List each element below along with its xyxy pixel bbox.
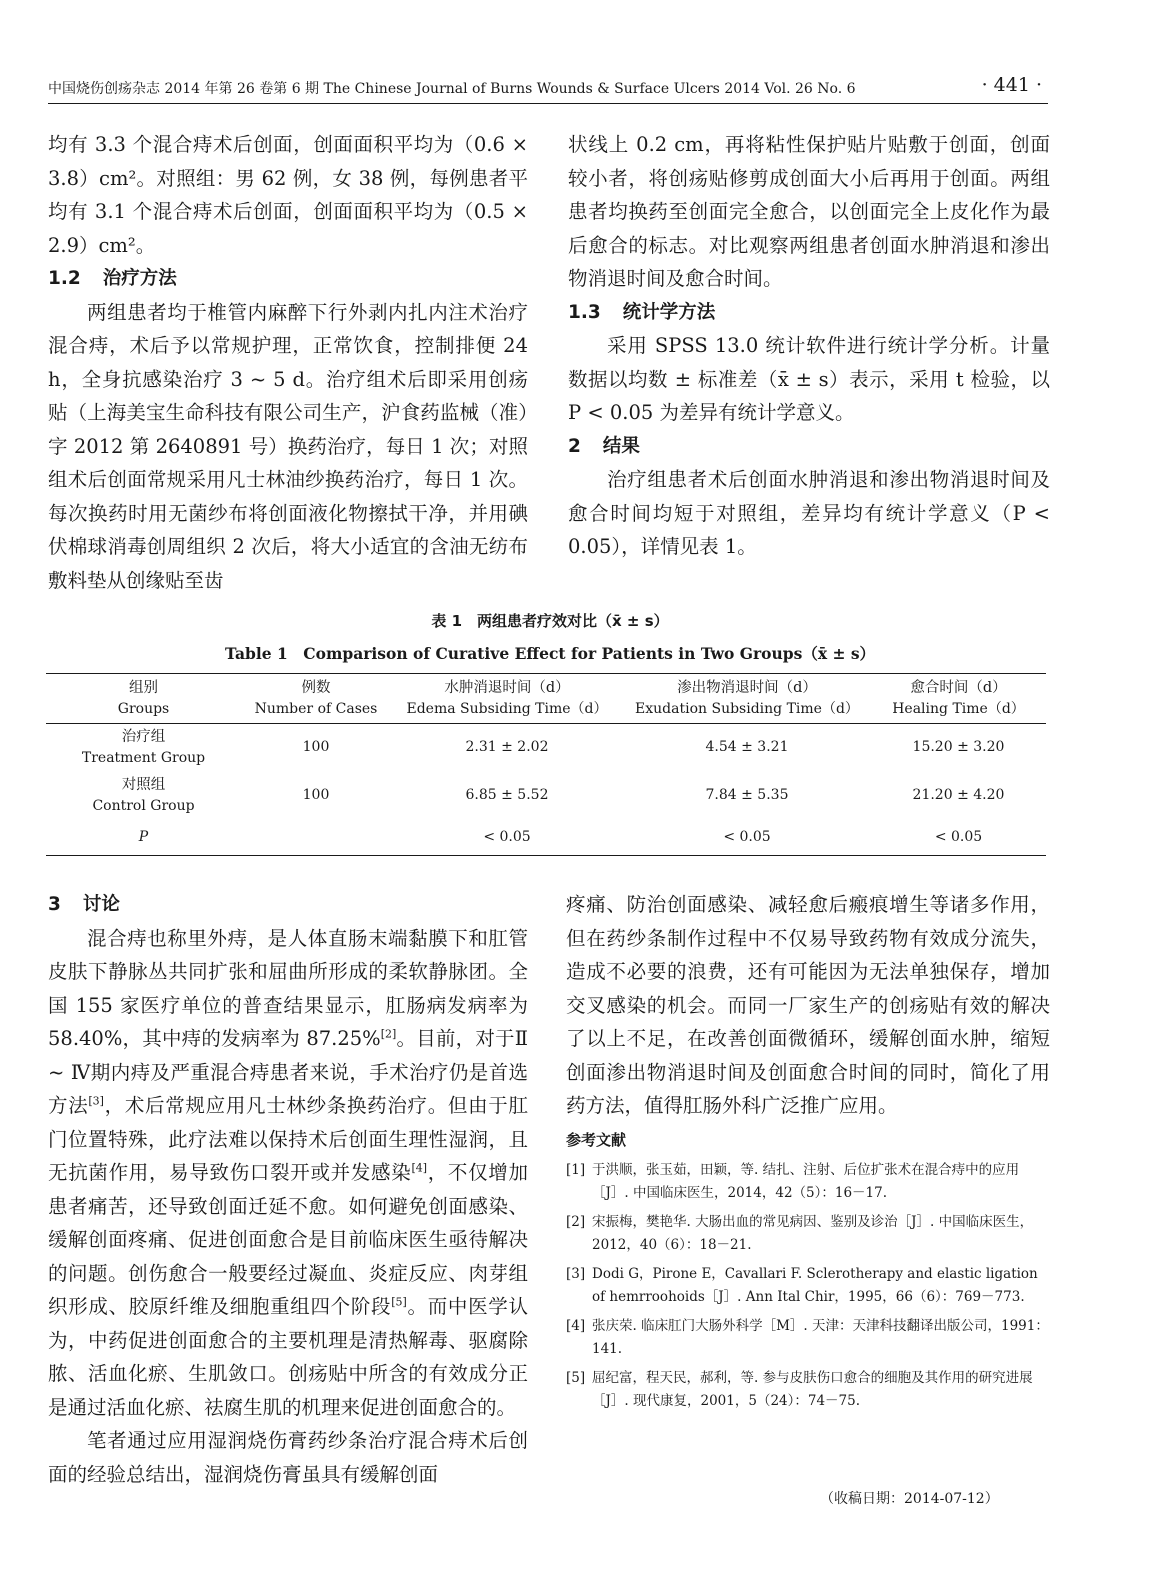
reference-item: [2] 宋振梅，樊艳华. 大肠出血的常见病因、鉴别及诊治［J］. 中国临床医生，2012，40（6）：18－21. [566,1213,1034,1253]
section-number: 1.3 [568,301,601,323]
cell-p-healing: < 0.05 [871,820,1046,856]
citation-ref[interactable]: [5] [391,1295,407,1309]
section-heading-3 [48,888,528,922]
section-number: 1.2 [48,268,81,289]
results-table [46,673,1046,856]
citation-ref[interactable]: [4] [411,1161,428,1175]
cell-healing: 21.20 ± 4.20 [912,787,1005,803]
table-caption-cn: 表 1 两组患者疗效对比（x̄ ± s） [431,612,669,630]
paragraph-continued: 均有 3.3 个混合痔术后创面，创面面积平均为（0.6 × 3.8）cm²。对照组：男 62 例，女 38 例，每例患者平均有 3.1 个混合痔术后创面，创面面积平均为（0.5 × 2.9）cm²。 [48,133,528,257]
received-date: （收稿日期：2014-07-12） [820,1491,999,1507]
cell-group: 治疗组 Treatment Group [81,728,206,766]
cell-healing: 15.20 ± 3.20 [912,739,1005,756]
reference-item: [4] 张庆荣. 临床肛门大肠外科学［M］. 天津：天津科技翻译出版公司，1991：141. [566,1317,1049,1357]
paragraph-continued: 状线上 0.2 cm，再将粘性保护贴片贴敷于创面，创面较小者，将创疡贴修剪成创面大小后再用于创面。两组患者均换药至创面完全愈合，以创面完全上皮化作为最后愈合的标志。对比观察两组患者创面水肿消退和渗出物消退时间及愈合时间。 [568,133,1050,290]
header-rule [48,103,1048,104]
cell-edema: 2.31 ± 2.02 [465,739,549,756]
cell-exudation: 7.84 ± 5.35 [705,787,789,803]
header-cases: 例数 Number of Cases [241,674,391,724]
paragraph-discussion-2: 笔者通过应用湿润烧伤膏药纱条治疗混合痔术后创面的经验总结出，湿润烧伤膏虽具有缓解创面 [48,1429,528,1486]
citation-ref[interactable]: [3] [88,1094,104,1108]
left-column-bottom [48,888,528,1491]
table-row-p-value [46,820,1046,856]
paragraph-continued: 疼痛、防治创面感染、减轻愈后瘢痕增生等诸多作用，但在药纱条制作过程中不仅易导致药物有效成分流失，造成不必要的浪费，还有可能因为无法单独保存，增加交叉感染的机会。而同一厂家生产的创疡贴有效的解决了以上不足，在改善创面微循环，缓解创面水肿，缩短创面渗出物消退时间及创面愈合时间的同时，简化了用药方法，值得肛肠外科广泛推广应用。 [566,893,1050,1117]
cell-p-exudation: < 0.05 [623,820,871,856]
reference-item: [3] Dodi G，Pirone E，Cavallari F. Sclerotherapy and elastic ligation of hemrroohoids［J］. Ann Ital Chir，1995，66（6）：769－773. [566,1265,1038,1305]
section-title: 结果 [602,435,640,457]
paragraph-results: 治疗组患者术后创面水肿消退和渗出物消退时间及愈合时间均短于对照组，差异均有统计学意义（P < 0.05），详情见表 1。 [568,468,1050,558]
section-heading-1-2 [48,262,528,296]
section-title: 讨论 [82,894,120,915]
section-heading-2 [568,430,1050,464]
right-column-top [568,128,1050,564]
table-row [46,772,1046,820]
cell-p-edema: < 0.05 [391,820,623,856]
cell-p-label: P [46,820,241,856]
paragraph-treatment-methods: 两组患者均于椎管内麻醉下行外剥内扎内注术治疗混合痔，术后予以常规护理，正常饮食，控制排便 24 h，全身抗感染治疗 3 ~ 5 d。治疗组术后即采用创疡贴（上海美宝生命科技有限公司生产，沪食药监械（准）字 2012 第 2640891 号）换药治疗，每日 1 次；对照组术后创面常规采用凡士林油纱换药治疗，每日 1 次。每次换药时用无菌纱布将创面液化物擦拭干净，并用碘伏棉球消毒创周组织 2 次后，将大小适宜的含油无纺布敷料垫从创缘贴至齿 [48,300,528,592]
right-column-bottom [566,888,1050,1419]
paragraph-statistics: 采用 SPSS 13.0 统计软件进行统计学分析。计量数据以均数 ± 标准差（x̄ ± s）表示，采用 t 检验，以 P < 0.05 为差异有统计学意义。 [568,334,1050,424]
header-edema: 水肿消退时间（d） Edema Subsiding Time（d） [391,674,623,724]
references-list [566,1159,1050,1413]
table-caption-en: Table 1 Comparison of Curative Effect for Patients in Two Groups（x̄ ± s） [224,644,876,663]
section-heading-1-3 [568,296,1050,330]
cell-cases: 100 [302,739,330,756]
header-groups: 组别 Groups [46,674,241,724]
table-header-row [46,674,1046,724]
page-number: · 441 · [981,74,1042,96]
table-row [46,724,1046,772]
section-title: 统计学方法 [622,301,716,323]
cell-exudation: 4.54 ± 3.21 [705,739,789,756]
section-number: 2 [568,435,581,457]
journal-citation: 中国烧伤创疡杂志 2014 年第 26 卷第 6 期 The Chinese Journal of Burns Wounds & Surface Ulcers 2014 Vol. 26 No. 6 [48,81,856,97]
cell-cases: 100 [302,787,330,803]
reference-item: [5] 屈纪富，程天民，郝利，等. 参与皮肤伤口愈合的细胞及其作用的研究进展［J］. 现代康复，2001，5（24）：74－75. [566,1369,1033,1409]
section-number: 3 [48,894,61,915]
section-title: 治疗方法 [102,268,177,289]
cell-edema: 6.85 ± 5.52 [465,787,549,803]
citation-ref[interactable]: [2] [380,1027,397,1041]
header-exudation: 渗出物消退时间（d） Exudation Subsiding Time（d） [623,674,871,724]
reference-item: [1] 于洪顺，张玉茹，田颖，等. 结扎、注射、后位扩张术在混合痔中的应用［J］. 中国临床医生，2014，42（5）：16－17. [566,1161,1020,1201]
references-title: 参考文献 [566,1130,627,1149]
left-column-top [48,128,528,597]
running-header [48,76,1048,104]
paragraph-discussion-1: 混合痔也称里外痔，是人体直肠末端黏膜下和肛管皮肤下静脉丛共同扩张和屈曲所形成的柔软静脉团。全国 155 家医疗单位的普查结果显示，肛肠病发病率为 58.40%，其中痔的发病率为 87.25%[2]。目前，对于Ⅱ ~ Ⅳ期内痔及严重混合痔患者来说，手术治疗仍是首选方法[3]，术后常规应用凡士林纱条换药治疗。但由于肛门位置特殊，此疗法难以保持术后创面生理性湿润，且无抗菌作用，易导致伤口裂开或并发感染[4]，不仅增加患者痛苦，还导致创面迁延不愈。如何避免创面感染、缓解创面疼痛、促进创面愈合是目前临床医生亟待解决的问题。创伤愈合一般要经过凝血、炎症反应、肉芽组织形成、胶原纤维及细胞重组四个阶段[5]。而中医学认为，中药促进创面愈合的主要机理是清热解毒、驱腐除脓、活血化瘀、生肌敛口。创疡贴中所含的有效成分正是通过活血化瘀、祛腐生肌的机理来促进创面愈合的。 [48,926,528,1419]
cell-group: 对照组 Control Group [92,776,195,814]
header-healing: 愈合时间（d） Healing Time（d） [871,674,1046,724]
cell-empty [241,820,391,856]
